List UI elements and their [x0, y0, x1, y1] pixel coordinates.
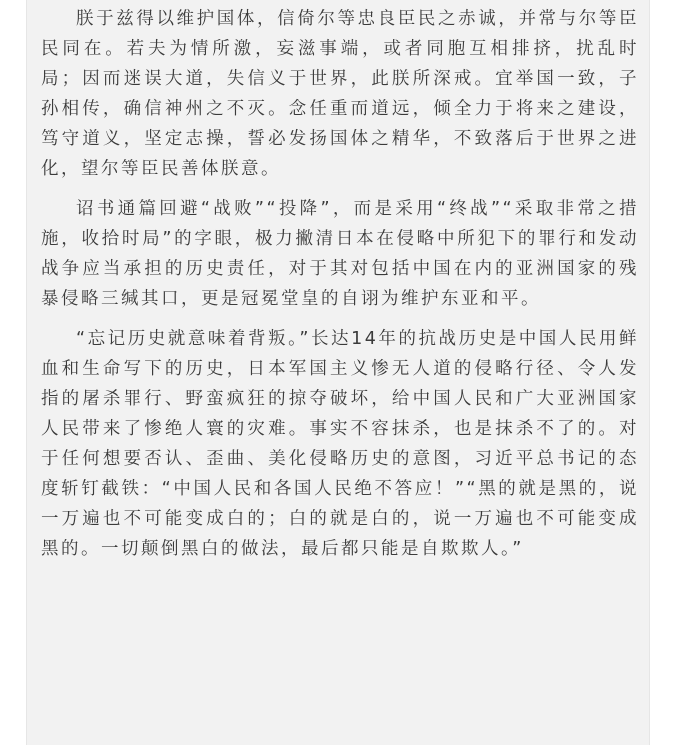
paragraph-history-remembrance: “忘记历史就意味着背叛。”长达14年的抗战历史是中国人民用鲜血和生命写下的历史，日本军国主义惨无人道的侵略行径、令人发指的屠杀罪行、野蛮疯狂的掠夺破坏，给中国人民和广大亚洲国家人民带来了惨绝人寰的灾难。事实不容抹杀，也是抹杀不了的。对于任何想要否认、歪曲、美化侵略历史的意图，习近平总书记的态度斩钉截铁：“中国人民和各国人民绝不答应！”“黑的就是黑的，说一万遍也不可能变成白的；白的就是白的，说一万遍也不可能变成黑的。一切颠倒黑白的做法，最后都只能是自欺欺人。” — [41, 329, 639, 559]
article-body — [41, 4, 639, 564]
article-page — [26, 0, 650, 745]
paragraph-rescript-analysis: 诏书通篇回避“战败”“投降”，而是采用“终战”“采取非常之措施，收拾时局”的字眼，极力撇清日本在侵略中所犯下的罪行和发动战争应当承担的历史责任，对于其对包括中国在内的亚洲国家的残暴侵略三缄其口，更是冠冕堂皇的自诩为维护东亚和平。 — [41, 199, 639, 309]
paragraph-imperial-rescript: 朕于兹得以维护国体，信倚尔等忠良臣民之赤诚，并常与尔等臣民同在。若夫为情所激，妄滋事端，或者同胞互相排挤，扰乱时局；因而迷误大道，失信义于世界，此朕所深戒。宜举国一致，子孙相传，确信神州之不灭。念任重而道远，倾全力于将来之建设，笃守道义，坚定志操，誓必发扬国体之精华，不致落后于世界之进化，望尔等臣民善体朕意。 — [41, 9, 639, 179]
